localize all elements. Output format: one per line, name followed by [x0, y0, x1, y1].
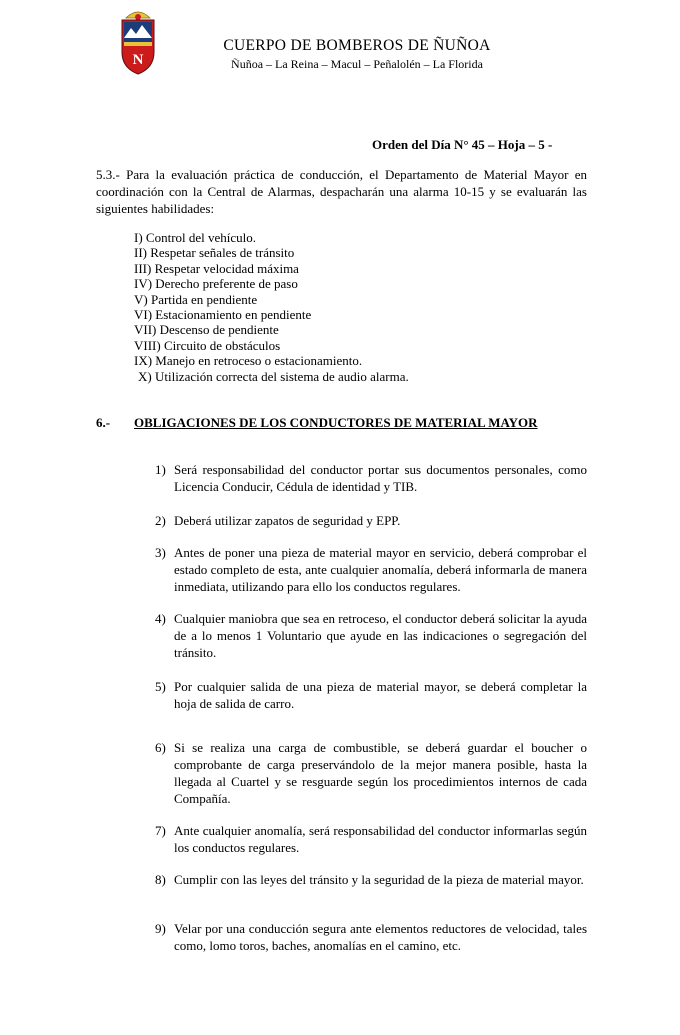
obligation-item: [155, 544, 587, 595]
organization-name: CUERPO DE BOMBEROS DE ÑUÑOA: [223, 37, 491, 54]
obligation-item: [155, 678, 587, 712]
fire-department-crest-logo: [118, 8, 158, 76]
skills-list: [134, 230, 409, 384]
obligation-item: [155, 461, 587, 495]
obligation-number: 5): [155, 679, 166, 694]
skill-item: I) Control del vehículo.: [134, 230, 257, 245]
skill-item: IV) Derecho preferente de paso: [134, 276, 298, 292]
organization-communes: Ñuñoa – La Reina – Macul – Peñalolén – La Florida: [231, 57, 483, 71]
order-reference: Orden del Día N° 45 – Hoja – 5 -: [372, 137, 553, 152]
obligation-item: [155, 739, 587, 807]
obligation-number: 9): [155, 921, 166, 936]
skill-item: IX) Manejo en retroceso o estacionamiento.: [134, 353, 363, 369]
obligation-text: Si se realiza una carga de combustible, se deberá guardar el boucher o comprobante de carga preservándolo de la mejor manera posible, hasta la llegada al Cuartel y se resguarde según los procedimientos internos de cada Compañía.: [174, 740, 587, 806]
obligation-text: Será responsabilidad del conductor portar sus documentos personales, como Licencia Conducir, Cédula de identidad y TIB.: [174, 462, 587, 494]
obligation-number: 2): [155, 513, 166, 528]
obligation-number: 1): [155, 462, 166, 477]
section-5-3-label: 5.3.-: [96, 167, 120, 182]
obligation-number: 3): [155, 545, 166, 560]
obligation-text: Deberá utilizar zapatos de seguridad y EPP.: [174, 513, 401, 528]
section-6-number: 6.-: [96, 415, 111, 430]
obligation-item: [155, 920, 587, 954]
skill-item: X) Utilización correcta del sistema de audio alarma.: [138, 368, 409, 384]
obligation-number: 6): [155, 740, 166, 755]
obligation-text: Antes de poner una pieza de material mayor en servicio, deberá comprobar el estado completo de esta, ante cualquier anomalía, deberá informarla de manera inmediata, utilizando para ello los conductos regulares.: [174, 545, 587, 594]
obligation-item: [155, 822, 587, 856]
section-5-3-text: Para la evaluación práctica de conducción, el Departamento de Material Mayor en coordinación con la Central de Alarmas, despacharán una alarma 10-15 y se evaluarán las siguientes habilidades:: [96, 167, 587, 216]
section-5-3-paragraph: [96, 166, 587, 217]
skill-item: II) Respetar señales de tránsito: [134, 245, 295, 261]
obligation-text: Cualquier maniobra que sea en retroceso, el conductor deberá solicitar la ayuda de a lo menos 1 Voluntario que ayude en las indicaciones o segregación del tránsito.: [174, 611, 587, 660]
obligation-number: 4): [155, 611, 166, 626]
skill-item: VII) Descenso de pendiente: [134, 322, 279, 338]
obligation-text: Velar por una conducción segura ante elementos reductores de velocidad, tales como, lomo toros, baches, anomalías en el camino, etc.: [174, 921, 587, 953]
obligation-number: 7): [155, 823, 166, 838]
obligation-text: Ante cualquier anomalía, será responsabilidad del conductor informarlas según los conductos regulares.: [174, 823, 587, 855]
obligation-item: [155, 610, 587, 661]
obligation-text: Cumplir con las leyes del tránsito y la seguridad de la pieza de material mayor.: [174, 872, 584, 887]
skill-item: V) Partida en pendiente: [134, 291, 258, 307]
obligation-item: [155, 871, 587, 888]
obligation-number: 8): [155, 872, 166, 887]
skill-item: III) Respetar velocidad máxima: [134, 260, 299, 276]
obligation-text: Por cualquier salida de una pieza de material mayor, se deberá completar la hoja de salida de carro.: [174, 679, 587, 711]
section-6-title: OBLIGACIONES DE LOS CONDUCTORES DE MATERIAL MAYOR: [134, 415, 538, 430]
skill-item: VIII) Circuito de obstáculos: [134, 337, 281, 353]
crest-letter: N: [132, 52, 144, 68]
obligation-item: [155, 512, 587, 529]
skill-item: VI) Estacionamiento en pendiente: [134, 307, 312, 323]
